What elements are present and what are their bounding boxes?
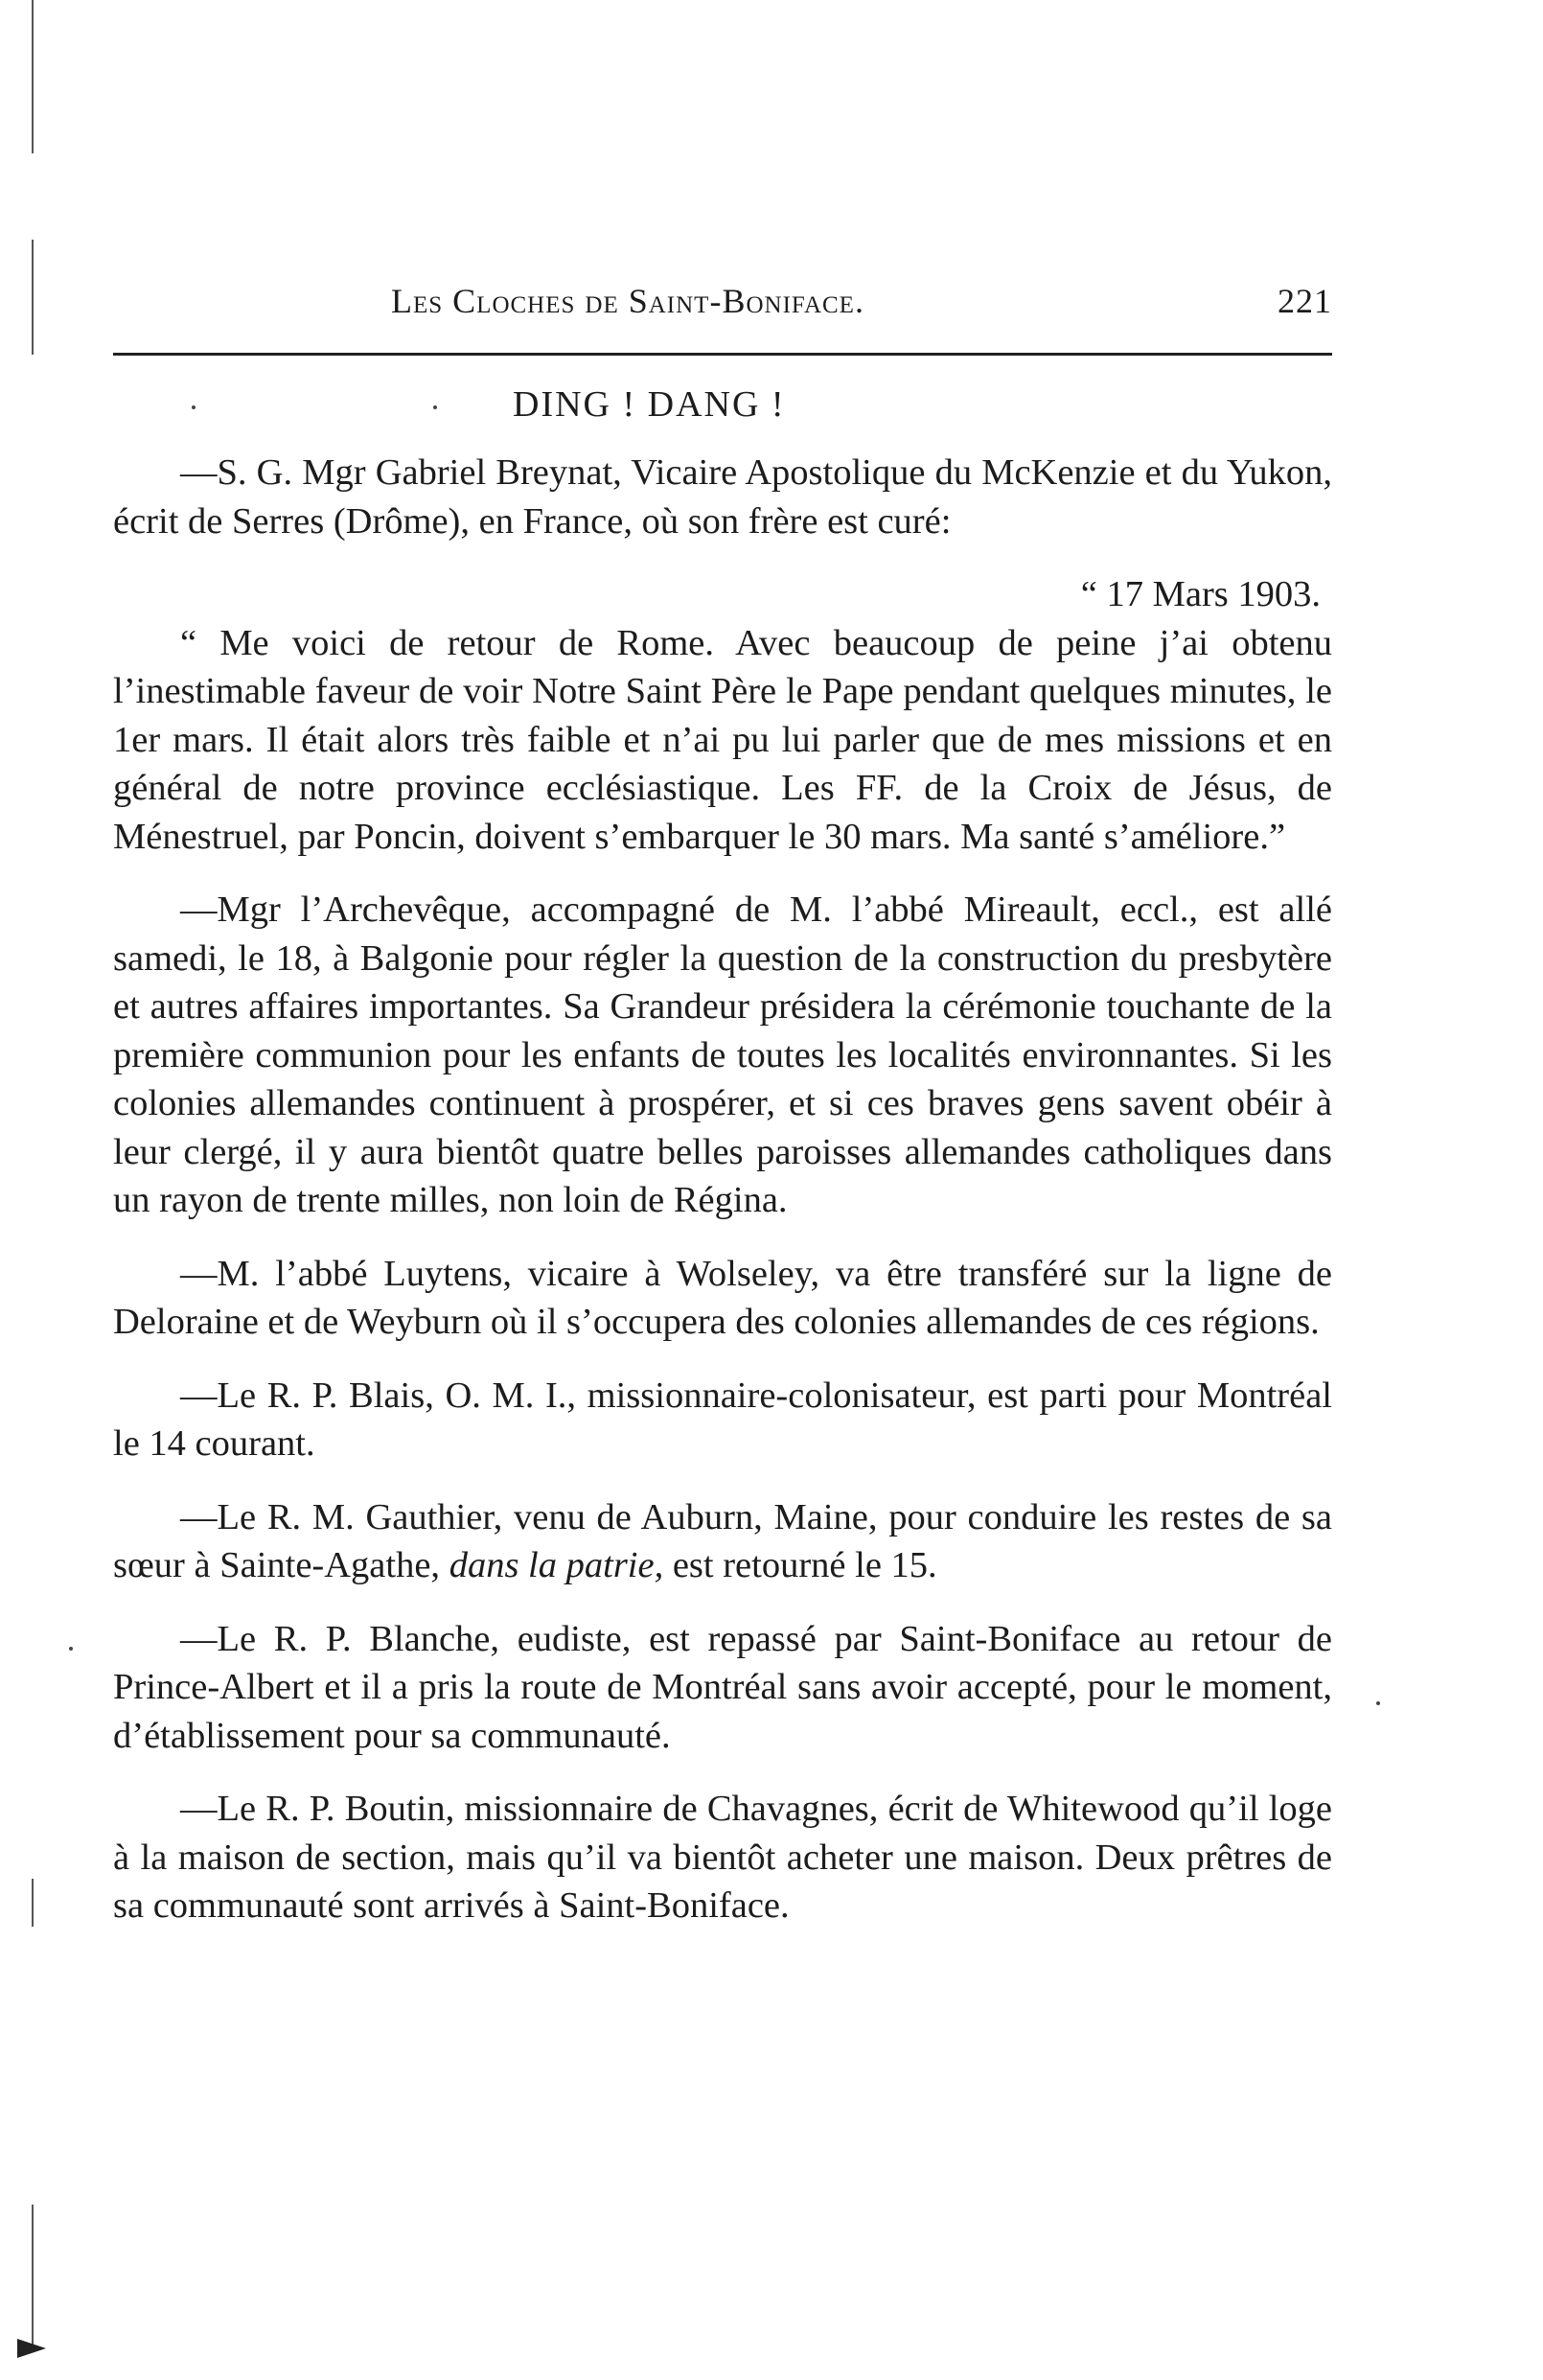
paragraph-boutin: —Le R. P. Boutin, missionnaire de Chavagnes, écrit de Whitewood qu’il loge à la maison de section, mais qu’il va bientôt acheter une maison. Deux prêtres de sa communauté sont arrivés à Saint-Boniface.: [113, 1789, 1332, 1926]
speck: [1376, 1701, 1380, 1705]
page-number: 221: [1278, 282, 1332, 320]
speck: [192, 405, 196, 409]
paragraph-luytens: —M. l’abbé Luytens, vicaire à Wolseley, va être transféré sur la ligne de Deloraine et de Weyburn où il s’occupera des colonies allemandes de ces régions.: [113, 1253, 1332, 1342]
speck: [433, 405, 437, 409]
gauthier-end: est retourné le 15.: [672, 1545, 937, 1585]
header-rule: [113, 353, 1332, 356]
running-title: Les Cloches de Saint-Boniface.: [391, 282, 864, 320]
scan-margin-line: [32, 1879, 34, 1927]
scan-margin-line: [32, 2205, 34, 2348]
paragraph-archeveque: —Mgr l’Archevêque, accompagné de M. l’abbé Mireault, eccl., est allé samedi, le 18, à Balgonie pour régler la question de la construction du presbytère et autres affaires importantes. Sa Grandeur présidera la cérémonie touchante de la première communion pour les enfants de toutes les localités environnantes. Si les colonies allemandes continuent à prospérer, et si ces braves gens savent obéir à leur clergé, il y aura bientôt quatre belles paroisses allemandes catholiques dans un rayon de trente milles, non loin de Régina.: [113, 890, 1332, 1220]
paragraph-breynat: —S. G. Mgr Gabriel Breynat, Vicaire Apostolique du McKenzie et du Yukon, écrit de Serres (Drôme), en France, où son frère est curé:: [113, 452, 1332, 542]
paragraph-letter: “ Me voici de retour de Rome. Avec beaucoup de peine j’ai obtenu l’inestimable faveur de voir Notre Saint Père le Pape pendant quelques minutes, le 1er mars. Il était alors très faible et n’ai pu lui parler que de mes missions et en général de notre province ecclésiastique. Les FF. de la Croix de Jésus, de Ménestruel, par Poncin, doivent s’embarquer le 30 mars. Ma santé s’améliore.”: [113, 622, 1332, 857]
letter-date: “ 17 Mars 1903.: [1080, 574, 1321, 614]
paragraph-gauthier: [113, 1493, 1332, 1590]
gauthier-text: —Le R. M. Gauthier, venu de Auburn, Maine, pour conduire les restes de sa sœur à Sainte-Agathe,: [113, 1496, 1332, 1585]
paragraph-blanche: —Le R. P. Blanche, eudiste, est repassé par Saint-Boniface au retour de Prince-Albert et il a pris la route de Montréal sans avoir accepté, pour le moment, d’établissement pour sa communauté.: [113, 1618, 1332, 1756]
paragraph-blais: —Le R. P. Blais, O. M. I., missionnaire-colonisateur, est parti pour Montréal le 14 courant.: [113, 1375, 1332, 1464]
gauthier-italic: dans la patrie,: [449, 1545, 664, 1585]
running-header: [113, 273, 1332, 331]
body-text: [113, 449, 1332, 1955]
scan-margin-line: [32, 240, 34, 355]
section-heading: DING ! DANG !: [513, 384, 786, 425]
scan-corner-mark: [17, 2339, 46, 2358]
speck: [69, 1647, 73, 1651]
scan-margin-line: [32, 0, 34, 153]
